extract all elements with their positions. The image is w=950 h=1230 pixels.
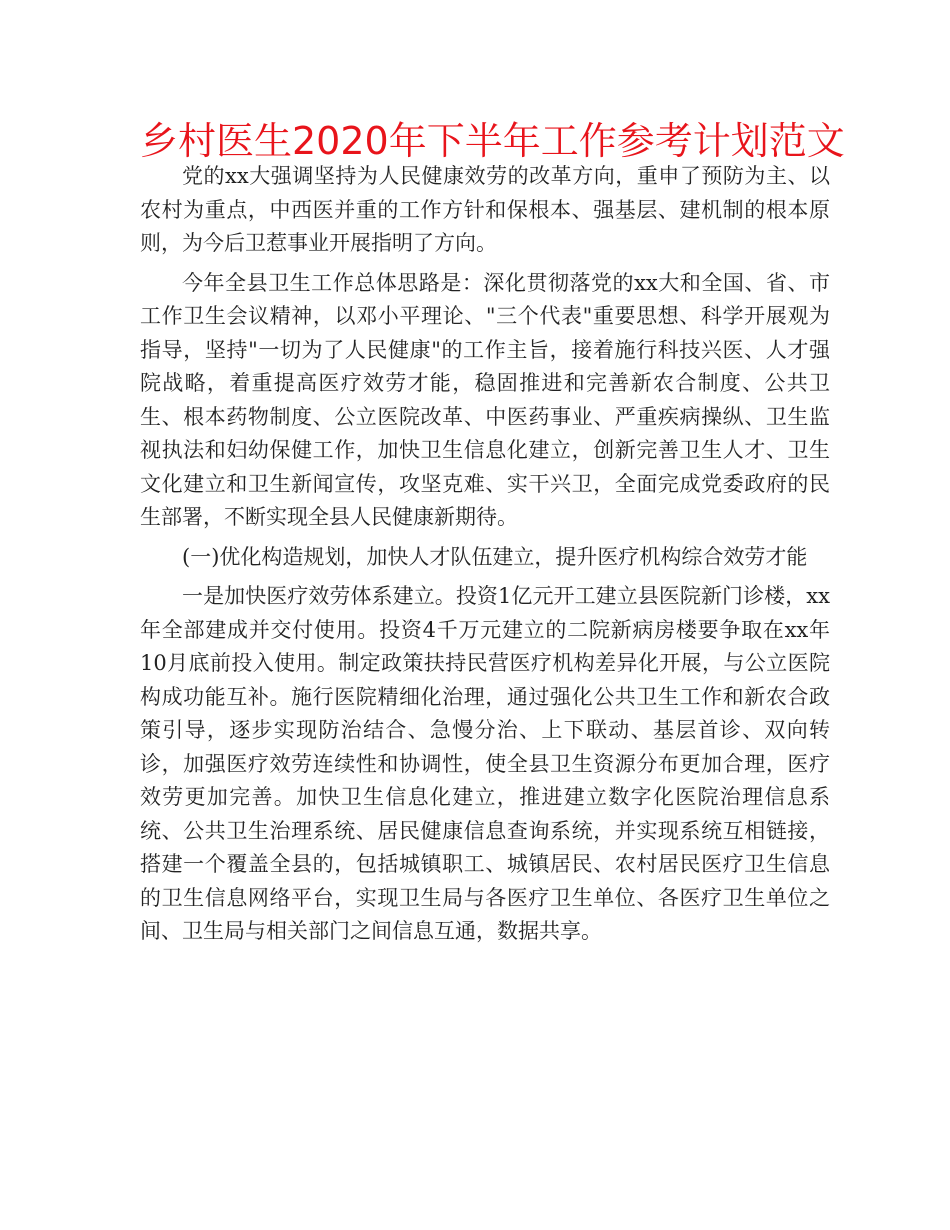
paragraph-service-system: 一是加快医疗效劳体系建立。投资1亿元开工建立县医院新门诊楼，xx年全部建成并交付使用。投资4千万元建立的二院新病房楼要争取在xx年10月底前投入使用。制定政策扶持民营医疗机构差异化开展，与公立医院构成功能互补。施行医院精细化治理，通过强化公共卫生工作和新农合政策引导，逐步实现防治结合、急慢分治、上下联动、基层首诊、双向转诊，加强医疗效劳连续性和协调性，使全县卫生资源分布更加合理，医疗效劳更加完善。加快卫生信息化建立，推进建立数字化医院治理信息系统、公共卫生治理系统、居民健康信息查询系统，并实现系统互相链接，搭建一个覆盖全县的，包括城镇职工、城镇居民、农村居民医疗卫生信息的卫生信息网络平台，实现卫生局与各医疗卫生单位、各医疗卫生单位之间、卫生局与相关部门之间信息互通，数据共享。 <box>140 584 830 943</box>
section-heading-1: (一)优化构造规划，加快人才队伍建立，提升医疗机构综合效劳才能 <box>182 544 808 569</box>
paragraph-overall-approach: 今年全县卫生工作总体思路是：深化贯彻落党的xx大和全国、省、市工作卫生会议精神，以邓小平理论、"三个代表"重要思想、科学开展观为指导，坚持"一切为了人民健康"的工作主旨，接着施行科技兴医、人才强院战略，着重提高医疗效劳才能，稳固推进和完善新农合制度、公共卫生、根本药物制度、公立医院改革、中医药事业、严重疾病操纵、卫生监视执法和妇幼保健工作，加快卫生信息化建立，创新完善卫生人才、卫生文化建立和卫生新闻宣传，攻坚克难、实干兴卫，全面完成党委政府的民生部署，不断实现全县人民健康新期待。 <box>140 270 830 529</box>
document-title: 乡村医生2020年下半年工作参考计划范文 <box>140 119 845 163</box>
document-body <box>140 160 830 955</box>
paragraph-intro: 党的xx大强调坚持为人民健康效劳的改革方向，重申了预防为主、以农村为重点，中西医并重的工作方针和保根本、强基层、建机制的根本原则，为今后卫惹事业开展指明了方向。 <box>140 164 830 255</box>
